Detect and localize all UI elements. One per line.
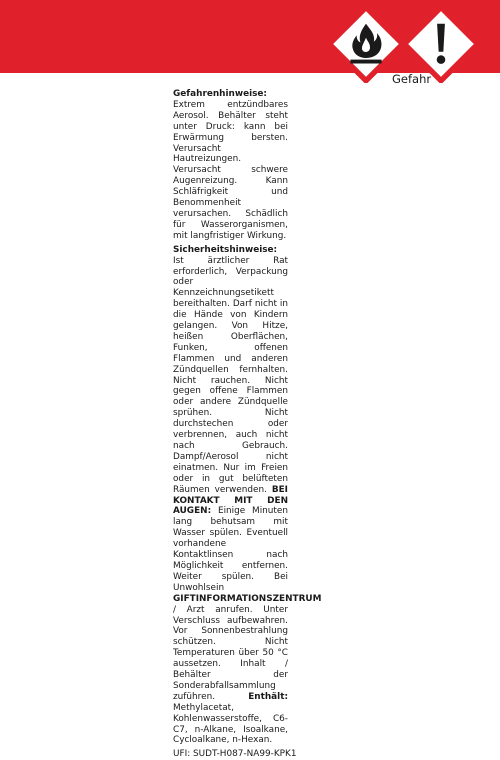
safety-bold-poison-center: GIFTINFORMATIONSZENTRUM xyxy=(173,593,322,604)
hazard-text: Extrem entzündbares Aerosol. Behälter steht unter Druck: kann bei Erwärmung bersten. Verursacht Hautreizungen. Verursacht schwere Augenreizung. Kann Schläfrigkeit und Benommenheit verursachen. Schädlich für Wasserorganismen, mit langfristiger Wirkung. xyxy=(173,99,288,241)
safety-text-3: / Arzt anrufen. Unter Verschluss aufbewahren. Vor Sonnenbestrahlung schützen. Nicht Temperaturen über 50 °C aussetzen. Inhalt / Behälter der Sonderabfallsammlung zuführen. xyxy=(173,604,288,702)
label-text-column xyxy=(173,89,322,760)
hazard-statements xyxy=(173,89,288,242)
ufi-code: UFI: SUDT-H087-NA99-KPK1 xyxy=(173,749,297,760)
safety-heading: Sicherheitshinweise: xyxy=(173,244,278,255)
safety-text-2: Einige Minuten lang behutsam mit Wasser spülen. Eventuell vorhandene Kontaktlinsen nach Möglichkeit entfernen. Weiter spülen. Bei Unwohlsein xyxy=(173,506,288,593)
safety-bold-eyes: BEI KONTAKT MIT DEN AUGEN: xyxy=(173,484,288,517)
signal-word: Gefahr xyxy=(392,72,432,86)
contains-heading: Enthält: xyxy=(248,691,288,702)
safety-statements xyxy=(173,244,322,747)
contains-text: Methylacetat, Kohlenwasserstoffe, C6-C7, n-Alkane, Isoalkane, Cycloalkane, n-Hexan. xyxy=(173,702,288,746)
hazard-heading: Gefahrenhinweise: xyxy=(173,89,267,99)
safety-text-1: Ist ärztlicher Rat erforderlich, Verpackung oder Kennzeichnungsetikett bereithalten. Darf nicht in die Hände von Kindern gelangen. Von Hitze, heißen Oberflächen, Funken, offenen Flammen und anderen Zündquellen fernhalten. Nicht rauchen. Nicht gegen offene Flammen oder andere Zündquelle sprühen. Nicht durchstechen oder verbrennen, auch nicht nach Gebrauch. Dampf/Aerosol nicht einatmen. Nur im Freien oder in gut belüfteten Räumen verwenden. xyxy=(173,255,288,495)
